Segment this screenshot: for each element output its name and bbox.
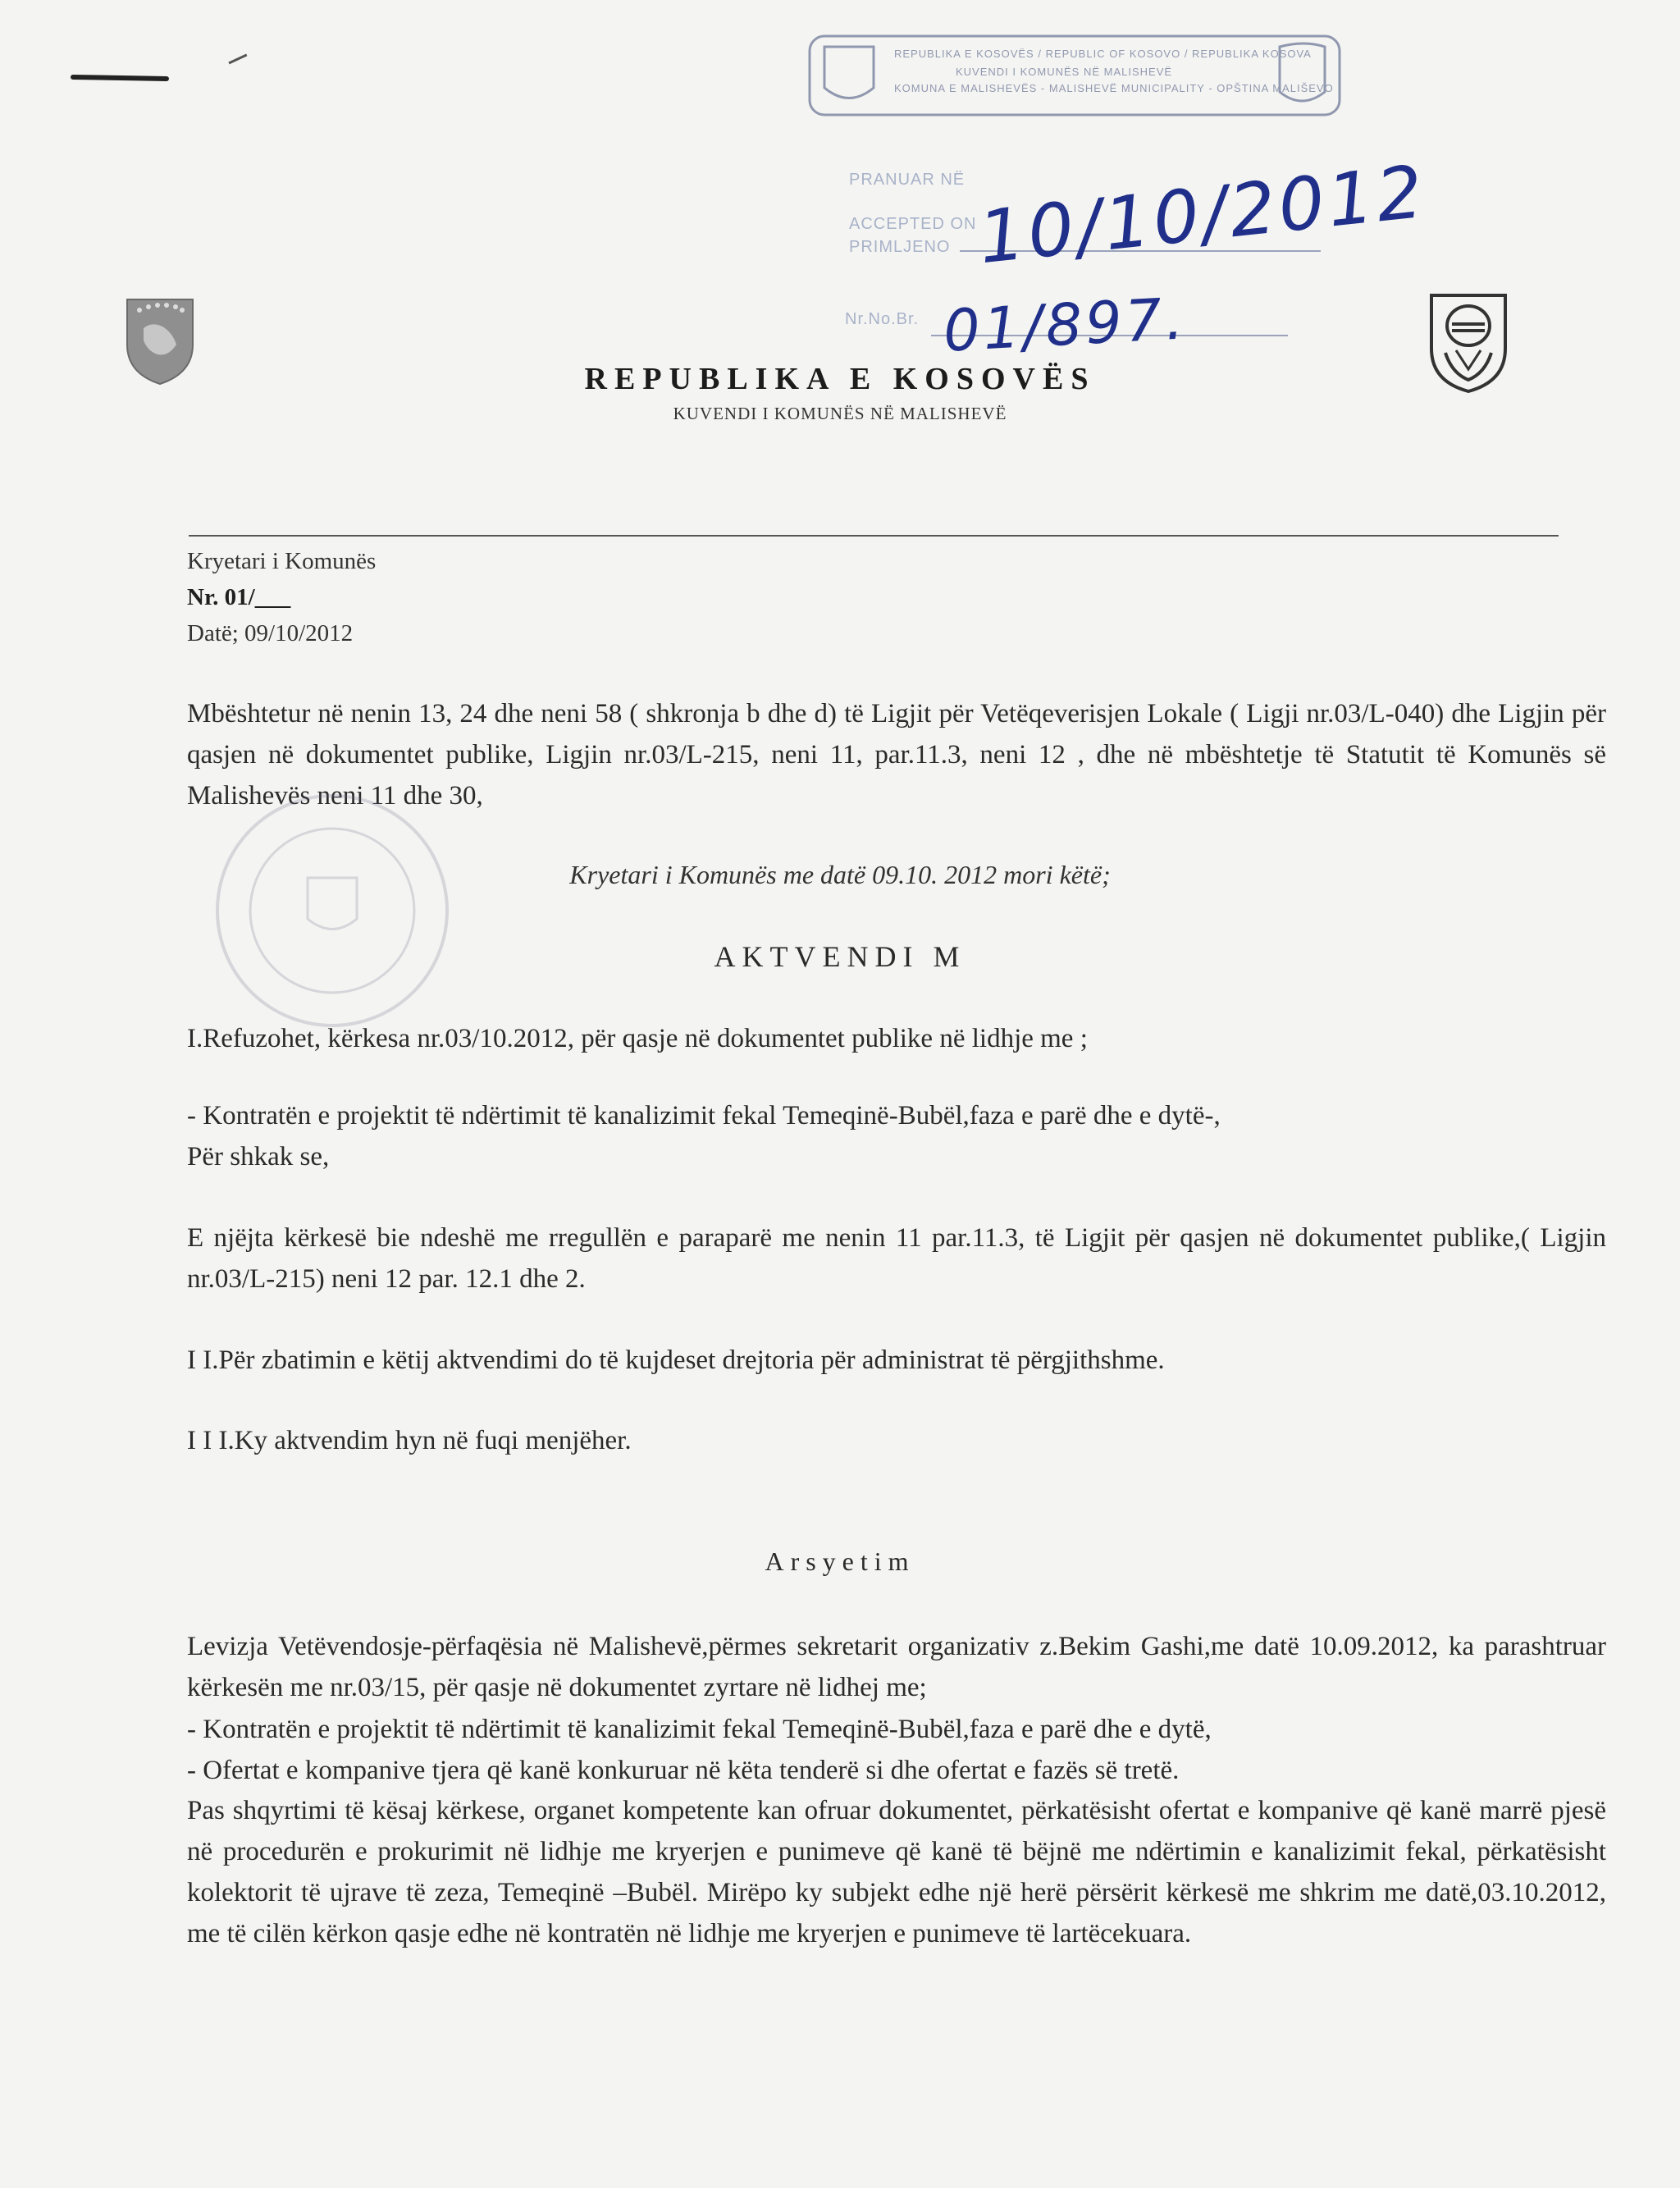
legal-basis-paragraph: Mbështetur në nenin 13, 24 dhe neni 58 ( shkronja b dhe d) të Ligjit për Vetëqeverisjen Lokale ( Ligji nr.03/L-040) dhe Ligjin për qasjen në dokumentet publike, Ligjin nr.03/L-215, neni 11, par.11.3, neni 12 , dhe në mbështetje të Statutit të Komunës së Malishevës neni 11 dhe 30, [187,699,1606,811]
receipt-stamp [808,34,1341,116]
pen-mark [71,75,169,81]
received-date: 10/10/2012 [975,148,1431,281]
received-label-1: PRANUAR NË [849,171,966,189]
received-label-2: ACCEPTED ON [849,215,977,233]
pen-tick [228,54,250,72]
reasoning-paragraph-1: Levizja Vetëvendosje-përfaqësia në Malishevë,përmes sekretarit organizativ z.Bekim Gashi,me datë 10.09.2012, ka parashtruar kërkesën me nr.03/15, për qasje në dokumentet zyrtare në lidhej me; [187,1632,1606,1702]
decision-intro: Kryetari i Komunës me datë 09.10. 2012 mori këtë; [569,860,1111,889]
document-date: Datë; 09/10/2012 [187,620,354,646]
decision-item-3: I I I.Ky aktvendim hyn në fuqi menjëher. [187,1426,632,1455]
reasoning-bullet-1: - Kontratën e projektit të ndërtimit të kanalizimit fekal Temeqinë-Bubël,faza e parë dhe e dytë, [187,1715,1212,1744]
decision-bullet-1: - Kontratën e projektit të ndërtimit të kanalizimit fekal Temeqinë-Bubël,faza e parë dhe e dytë-, [187,1101,1221,1131]
document-number: Nr. 01/___ [187,584,291,610]
decision-title: AKTVENDI M [714,940,966,973]
stamp-line-2: KUVENDI I KOMUNËS NË MALISHEVË [956,66,1173,78]
faint-round-seal [185,788,513,1034]
document-header-subtitle: KUVENDI I KOMUNËS NË MALISHEVË [673,404,1007,423]
reason-paragraph: E njëjta kërkesë bie ndeshë me rregullën e paraparë me nenin 11 par.11.3, të Ligjit për qasjen në dokumentet publike,( Ligjin nr.03/L-215) neni 12 par. 12.1 dhe 2. [187,1223,1606,1294]
document-header-title: REPUBLIKA E KOSOVËS [584,362,1096,396]
received-number-label: Nr.No.Br. [845,310,920,328]
reasoning-bullet-2: - Ofertat e kompanive tjera që kanë konkuruar në këta tenderë si dhe ofertat e fazës së tretë. [187,1756,1180,1785]
reasoning-paragraph-2: Pas shqyrtimi të kësaj kërkese, organet kompetente kan ofruar dokumentet, përkatësisht ofertat e kompanive që kanë marrë pjesë në procedurën e prokurimit në lidhje me kryerjen e punimeve që kanë të bëjnë me ndërtimin e kanalizimit fekal, përkatësisht kolektorit të ujrave të zeza, Temeqinë –Bubël. Mirëpo ky subjekt edhe një herë përsërit kërkesë me shkrim me datë,03.10.2012, me të cilën kërkon qasje edhe në kontratën në lidhje me kryerjen e punimeve të lartëcekuara. [187,1796,1606,1948]
office-name: Kryetari i Komunës [187,548,377,574]
decision-item-1: I.Refuzohet, kërkesa nr.03/10.2012, për qasje në dokumentet publike në lidhje me ; [187,1024,1088,1053]
received-number: 01/897. [942,285,1189,365]
header-divider [189,535,1559,537]
received-label-3: PRIMLJENO [849,238,951,256]
reason-intro: Për shkak se, [187,1142,330,1172]
stamp-line-1: REPUBLIKA E KOSOVËS / REPUBLIC OF KOSOVO / REPUBLIKA KOSOVA [894,48,1312,60]
reasoning-title: Arsyetim [765,1546,915,1576]
stamp-line-3: KOMUNA E MALISHEVËS - MALISHEVË MUNICIPALITY - OPŠTINA MALIŠEVO [894,82,1334,94]
decision-item-2: I I.Për zbatimin e këtij aktvendimi do të kujdeset drejtoria për administrat të përgjithshme. [187,1345,1165,1375]
